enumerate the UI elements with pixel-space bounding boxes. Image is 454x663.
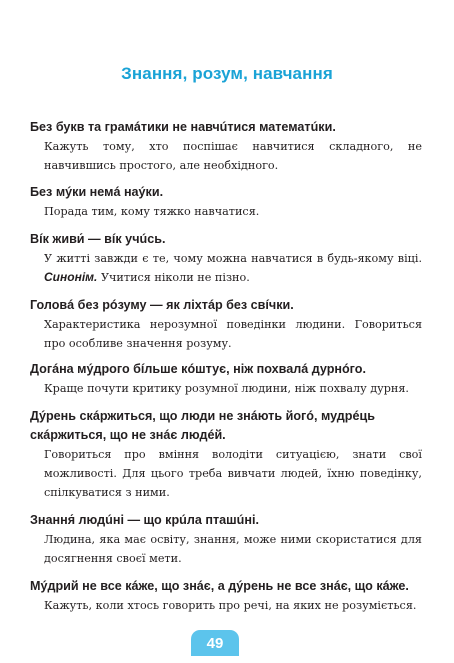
proverb-text: Догáна мýдрого бíльше кóштує, ніж похвалá дурнóго. [30,362,366,376]
proverb-entry [30,360,422,398]
proverb-text: Без мýки немá наýки. [30,185,164,199]
synonym-text: Учитися ніколи не пізно. [100,271,250,284]
proverb-explanation: Характеристика нерозумної поведінки людини. Говориться про особливе значення розуму. [44,318,422,350]
proverb-entry [30,230,422,287]
proverb-explanation: Краще почути критику розумної людини, ніж похвалу дурня. [44,382,409,395]
proverb-entry [30,577,422,615]
proverb-entry [30,183,422,221]
proverb-text: Вíк живи́ — вíк учúсь. [30,232,166,246]
proverb-text: Без букв та грамáтики не навчúтися математúки. [30,120,336,134]
proverb-explanation: Говориться про вміння володіти ситуацією, знати свої можливості. Для цього треба вивчати людей, їхню поведінку, спілкуватися з ними. [44,448,422,499]
proverb-explanation: Порада тим, кому тяжко навчатися. [44,205,260,218]
page-title: Знання, розум, навчання [121,64,333,83]
synonym-label: Синонім. [44,270,98,284]
proverb-text: Знання́ людúні — що крúла пташúні. [30,513,259,527]
proverb-text: Мýдрий не все кáже, що знáє, а дýрень не все знáє, що кáже. [30,579,409,593]
proverb-text: Дýрень скáржиться, що люди не знáють йогó, мудрéць скáржиться, що не знáє людéй. [30,409,375,442]
proverb-text: Головá без рóзуму — як ліхтáр без свíчки. [30,298,294,312]
proverb-entry [30,296,422,353]
proverb-explanation [44,249,422,287]
page-number: 49 [191,630,239,656]
proverb-entry [30,118,422,175]
proverb-explanation: Людина, яка має освіту, знання, може ними скористатися для досягнення своєї мети. [44,533,422,565]
proverb-explanation: Кажуть тому, хто поспішає навчитися складного, не навчившись простого, але необхідного. [44,140,422,172]
proverb-entry [30,511,422,568]
proverb-explanation-text: У житті завжди є те, чому можна навчатися в будь-якому віці. [44,252,422,265]
proverb-entry [30,407,422,502]
proverb-explanation: Кажуть, коли хтось говорить про речі, на яких не розуміється. [44,599,417,612]
